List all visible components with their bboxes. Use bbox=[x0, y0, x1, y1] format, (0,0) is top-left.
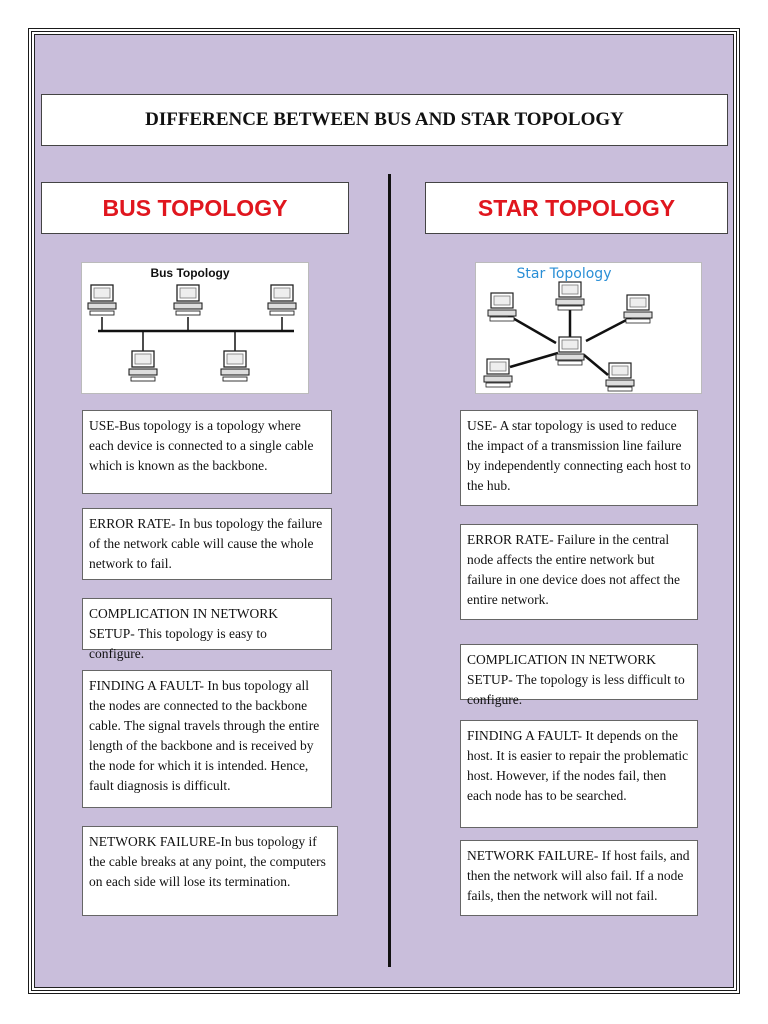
star-finding-fault-text: FINDING A FAULT- It depends on the host. It is easier to repair the problematic host. However, if the nodes fail, then each node has to be searched. bbox=[467, 728, 689, 803]
star-use-box bbox=[460, 410, 698, 506]
bus-topology-figure bbox=[81, 262, 309, 394]
computer-icon bbox=[484, 359, 512, 387]
page-title: DIFFERENCE BETWEEN BUS AND STAR TOPOLOGY bbox=[41, 94, 728, 146]
star-heading: STAR TOPOLOGY bbox=[425, 182, 728, 234]
star-error-rate-text: ERROR RATE- Failure in the central node affects the entire network but failure in one device does not affect the entire network. bbox=[467, 532, 681, 607]
star-link-line bbox=[584, 355, 608, 375]
computer-icon bbox=[624, 295, 652, 323]
star-complication-text: COMPLICATION IN NETWORK SETUP- The topology is less difficult to configure. bbox=[467, 652, 685, 707]
bus-finding-fault-box bbox=[82, 670, 332, 808]
computer-icon bbox=[88, 285, 116, 315]
computer-icon bbox=[221, 351, 249, 381]
star-complication-box bbox=[460, 644, 698, 707]
column-divider bbox=[388, 174, 391, 967]
star-use-text: USE- A star topology is used to reduce the impact of a transmission line failure by independently connecting each host to the hub. bbox=[467, 418, 691, 493]
bus-complication-box bbox=[82, 598, 332, 661]
bus-error-rate-text: ERROR RATE- In bus topology the failure of the network cable will cause the whole network to fail. bbox=[89, 516, 323, 571]
bus-error-rate-box bbox=[82, 508, 332, 580]
bus-image-title: Bus Topology bbox=[150, 266, 230, 280]
bus-topology-diagram bbox=[82, 263, 308, 393]
star-topology-figure bbox=[475, 262, 702, 394]
computer-icon bbox=[488, 293, 516, 321]
bus-finding-fault-text: FINDING A FAULT- In bus topology all the nodes are connected to the backbone cable. The signal travels through the entire length of the backbone and is received by the node for which it is intended. Hence, fault diagnosis is difficult. bbox=[89, 678, 320, 793]
hub-icon bbox=[556, 337, 584, 365]
computer-icon bbox=[556, 282, 584, 310]
star-image-title: Star Topology bbox=[516, 266, 612, 282]
computer-icon bbox=[606, 363, 634, 391]
star-topology-diagram bbox=[476, 263, 701, 393]
bus-network-failure-text: NETWORK FAILURE-In bus topology if the cable breaks at any point, the computers on each side will lose its termination. bbox=[89, 834, 326, 889]
bus-complication-text: COMPLICATION IN NETWORK SETUP- This topology is easy to configure. bbox=[89, 606, 278, 661]
bus-heading: BUS TOPOLOGY bbox=[41, 182, 349, 234]
star-network-failure-box bbox=[460, 840, 698, 916]
bus-network-failure-box bbox=[82, 826, 338, 916]
computer-icon bbox=[129, 351, 157, 381]
computer-icon bbox=[174, 285, 202, 315]
computer-icon bbox=[268, 285, 296, 315]
bus-use-text: USE-Bus topology is a topology where each device is connected to a single cable which is known as the backbone. bbox=[89, 418, 314, 473]
star-link-line bbox=[510, 353, 558, 367]
star-network-failure-text: NETWORK FAILURE- If host fails, and then the network will also fail. If a node fails, then the network will not fail. bbox=[467, 848, 690, 903]
star-error-rate-box bbox=[460, 524, 698, 620]
bus-use-box bbox=[82, 410, 332, 494]
star-finding-fault-box bbox=[460, 720, 698, 828]
